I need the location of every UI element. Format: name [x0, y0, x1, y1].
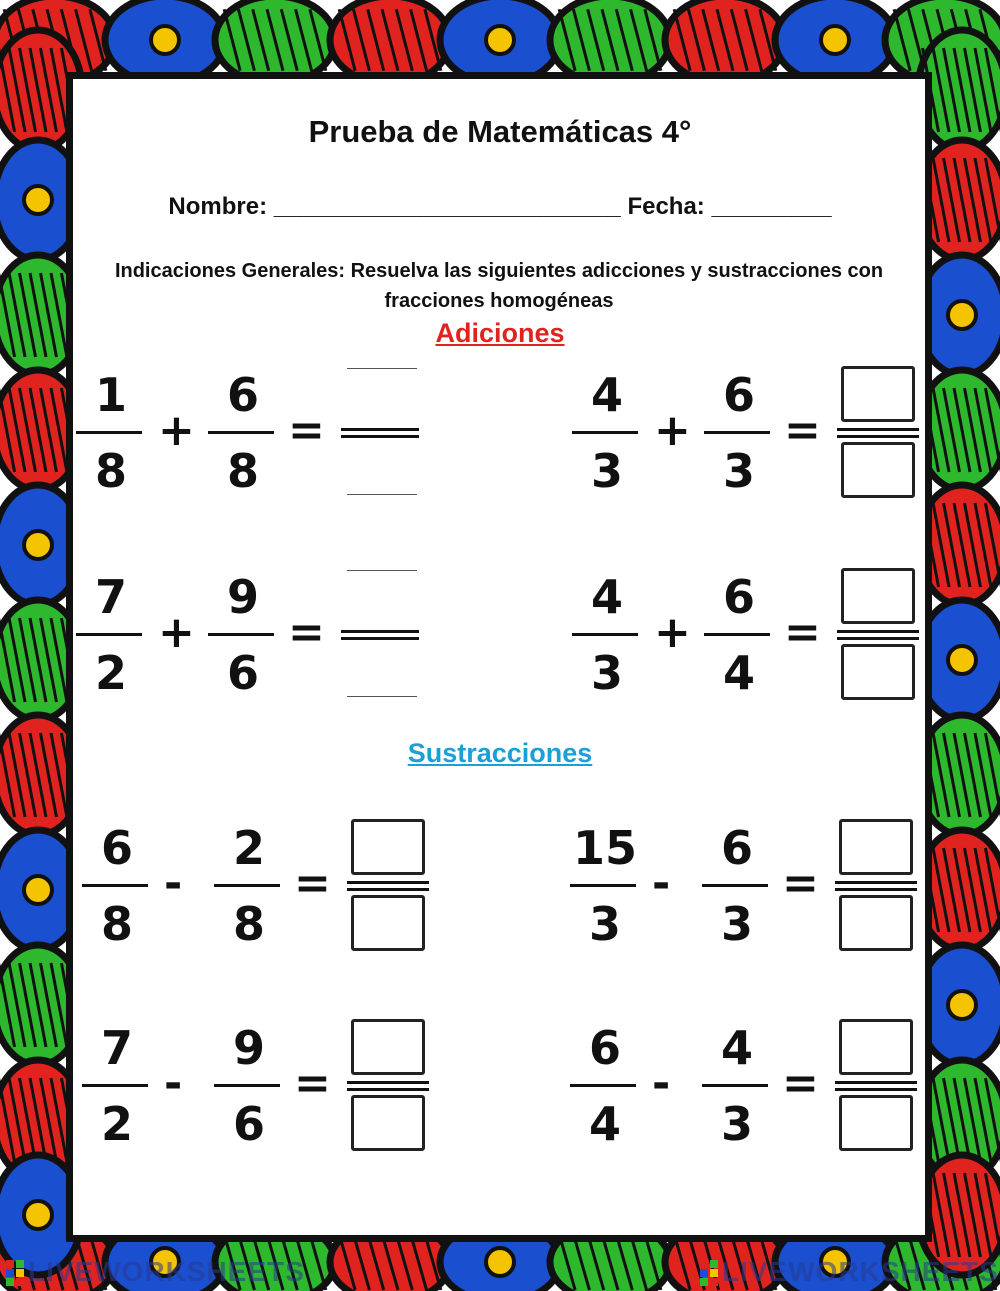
fraction-bar-2 [208, 633, 274, 636]
answer-denominator-field[interactable] [347, 494, 417, 495]
numerator-2: 9 [232, 1021, 265, 1075]
fraction-bar-1 [572, 633, 638, 636]
fraction-bar-1 [570, 1084, 636, 1087]
answer-fraction-bar-2 [341, 637, 419, 640]
answer-numerator-box[interactable] [839, 819, 913, 875]
answer-denominator-field[interactable] [347, 696, 417, 697]
equals-sign: = [782, 858, 819, 909]
fraction-bar-2 [704, 633, 770, 636]
answer-fraction-bar-2 [837, 435, 919, 438]
fraction-bar-2 [702, 1084, 768, 1087]
answer-fraction-bar [347, 881, 429, 884]
fraction-bar-2 [208, 431, 274, 434]
denominator-1: 8 [94, 444, 127, 498]
numerator-1: 7 [94, 570, 127, 624]
additions-heading: Adiciones [435, 318, 565, 348]
equals-sign: = [294, 858, 331, 909]
denominator-1: 3 [588, 897, 621, 951]
answer-denominator-box[interactable] [841, 644, 915, 700]
answer-denominator-box[interactable] [351, 1095, 425, 1151]
answer-numerator-box[interactable] [839, 1019, 913, 1075]
operator-sign: + [654, 607, 691, 658]
denominator-1: 2 [94, 646, 127, 700]
answer-fraction-bar-2 [347, 1088, 429, 1091]
answer-fraction-bar-2 [341, 435, 419, 438]
denominator-2: 4 [722, 646, 755, 700]
answer-numerator-box[interactable] [351, 819, 425, 875]
equals-sign: = [294, 1058, 331, 1109]
answer-denominator-box[interactable] [351, 895, 425, 951]
answer-fraction-bar [835, 881, 917, 884]
denominator-2: 6 [232, 1097, 265, 1151]
numerator-2: 9 [226, 570, 259, 624]
operator-sign: + [158, 405, 195, 456]
answer-numerator-box[interactable] [841, 568, 915, 624]
answer-fraction-bar-2 [347, 888, 429, 891]
operator-sign: - [164, 858, 183, 909]
fraction-bar-2 [702, 884, 768, 887]
answer-numerator-box[interactable] [351, 1019, 425, 1075]
numerator-1: 7 [100, 1021, 133, 1075]
answer-denominator-box[interactable] [839, 895, 913, 951]
fraction-bar-2 [704, 431, 770, 434]
fraction-bar-2 [214, 884, 280, 887]
answer-fraction-bar [341, 428, 419, 431]
fraction-bar-1 [572, 431, 638, 434]
numerator-2: 6 [226, 368, 259, 422]
name-date-line[interactable]: Nombre: __________________________ Fecha: _________ [168, 193, 832, 220]
denominator-2: 8 [232, 897, 265, 951]
fraction-bar-2 [214, 1084, 280, 1087]
numerator-2: 2 [232, 821, 265, 875]
fraction-bar-1 [82, 884, 148, 887]
liveworksheets-logo-icon [700, 1260, 718, 1286]
equals-sign: = [784, 607, 821, 658]
answer-fraction-bar-2 [835, 1088, 917, 1091]
numerator-1: 4 [590, 570, 623, 624]
answer-numerator-field[interactable] [347, 368, 417, 369]
instructions: Indicaciones Generales: Resuelva las siguientes adicciones y sustracciones con fracciones homogéneas [114, 260, 884, 312]
equals-sign: = [782, 1058, 819, 1109]
operator-sign: - [652, 1058, 671, 1109]
answer-fraction-bar [835, 1081, 917, 1084]
numerator-2: 6 [722, 570, 755, 624]
numerator-1: 6 [100, 821, 133, 875]
fraction-bar-1 [76, 633, 142, 636]
numerator-2: 6 [722, 368, 755, 422]
operator-sign: - [652, 858, 671, 909]
answer-fraction-bar [837, 428, 919, 431]
denominator-2: 6 [226, 646, 259, 700]
page-title: Prueba de Matemáticas 4° [308, 114, 692, 149]
fraction-bar-1 [82, 1084, 148, 1087]
answer-fraction-bar [837, 630, 919, 633]
equals-sign: = [288, 405, 325, 456]
answer-denominator-box[interactable] [841, 442, 915, 498]
numerator-1: 1 [94, 368, 127, 422]
liveworksheets-logo-icon [6, 1260, 24, 1286]
numerator-2: 4 [720, 1021, 753, 1075]
operator-sign: + [654, 405, 691, 456]
operator-sign: - [164, 1058, 183, 1109]
watermark-left: LIVEWORKSHEETS [28, 1256, 305, 1287]
fraction-bar-1 [76, 431, 142, 434]
answer-fraction-bar-2 [835, 888, 917, 891]
denominator-2: 3 [720, 1097, 753, 1151]
denominator-1: 2 [100, 1097, 133, 1151]
numerator-1: 15 [572, 821, 637, 875]
denominator-2: 3 [722, 444, 755, 498]
answer-fraction-bar-2 [837, 637, 919, 640]
equals-sign: = [784, 405, 821, 456]
equals-sign: = [288, 607, 325, 658]
denominator-1: 8 [100, 897, 133, 951]
answer-numerator-box[interactable] [841, 366, 915, 422]
answer-fraction-bar [341, 630, 419, 633]
denominator-1: 4 [588, 1097, 621, 1151]
numerator-1: 4 [590, 368, 623, 422]
answer-numerator-field[interactable] [347, 570, 417, 571]
fraction-bar-1 [570, 884, 636, 887]
answer-denominator-box[interactable] [839, 1095, 913, 1151]
watermark-right: LIVEWORKSHEETS [722, 1256, 999, 1287]
denominator-1: 3 [590, 444, 623, 498]
subtractions-heading: Sustracciones [407, 738, 593, 768]
operator-sign: + [158, 607, 195, 658]
answer-fraction-bar [347, 1081, 429, 1084]
numerator-2: 6 [720, 821, 753, 875]
denominator-2: 8 [226, 444, 259, 498]
numerator-1: 6 [588, 1021, 621, 1075]
denominator-2: 3 [720, 897, 753, 951]
denominator-1: 3 [590, 646, 623, 700]
